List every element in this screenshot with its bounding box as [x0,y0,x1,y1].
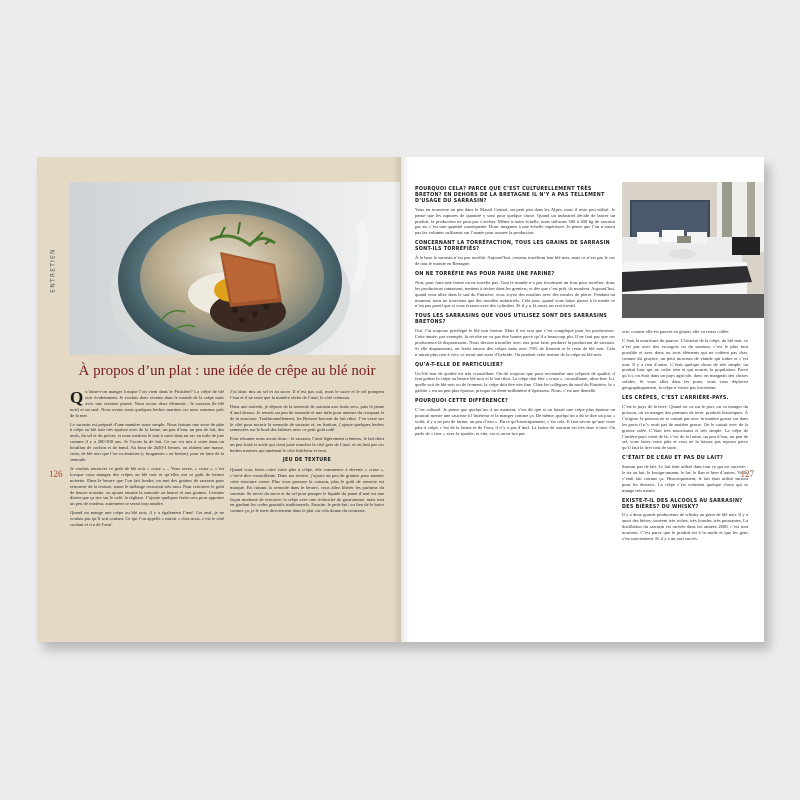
question-heading: ON NE TORRÉFIE PAS POUR FAIRE UNE FARINE? [415,271,555,277]
left-page [37,157,401,642]
question-heading: POURQUOI CETTE DIFFÉRENCE? [415,399,509,405]
paragraph: Dans une assiette, je dépose de la semoule de sarrasin aux fruits secs, puis le jaune d’œuf dessus. Je remets un peu de semoule et une tuile pour amener du croquant et de la structure. Traditionnellement, les Bretons boivent du lait ribot. J’en verse sur le côté pour nourrir la semoule de sarrasin et, en finition, j’ajoute quelques herbes ramassées sur le bord des falaises avec ce petit goût iodé. [230,403,384,433]
paragraph: Quand on mange une crêpe au blé noir, il y a également l’œuf. Cet œuf, je ne voulais pas qu’il soit coulant. Ce qui l’on appelle « miroir » chez nous, c’est le côté coulant et cru de l’œuf. [70,510,224,528]
right-column-1 [415,182,615,637]
hotel-bedroom-photo [622,182,764,318]
paragraph: Il y a deux grands producteurs de whisky au grain de blé noir. Il y a aussi des bières, souvent très riches, très lourdes, très puissantes. La distillation du sarrasin est arrivée dans les années 2000, c’est tout nouveau. C’est parce que le produit est à la mode et que les gens s’en souviennent. Et il y a un vrai succès. [622,512,748,542]
paragraph: Oui. J’ai toujours privilégié le blé noir breton. Mais il est vrai que c’est compliqué pour les producteurs. Cette année, par exemple, la récolte ne va pas être bonne parce qu’il a beaucoup plu. Il ne faut pas que ces producteurs-là disparaissent. Nous devons travailler avec eux pour faire perdurer la production de sarrasin. Si elle disparaissait, on ferait encore des crêpes mais avec 70% de froment et le reste de blé noir. Cela n’aurait plus rien à voir, ce serait une sorte d’hybride. On perdrait cette texture de la crêpe au blé noir. [415,328,615,357]
magazine-spread [37,157,764,642]
paragraph: Surtout pas de lait. Le lait était utilisé dans tout ce qui est sucrerie : le riz au lait, le kouign-amann, le far, le flan et bien d’autres. Voilà, c’était fait comme ça. Historiquement, le lait était utilisé surtout pour les desserts. La crêpe c’est vraiment quelque chose qui se mange très nature. [622,464,748,493]
running-head-left: ENTRETIEN [49,248,57,293]
paragraph: J’ai donc mis au sel et au sucre. Il n’est pas cuit, mais le sucre et le sel pompent l’eau et il ne reste que la matière sèche de l’œuf, le côté crémeux. [230,389,384,400]
question-heading: TOUS LES SARRASINS QUE VOUS UTILISEZ SONT DES SARRASINS BRETONS? [415,314,608,326]
paragraph: C’est le pays de la terre. Quand on va sur le port, on va manger du poisson, on va manger des pommes de terre, produits historiques. À l’origine, le poisson ne se cuisait pas avec la matière grasse car dans les ports il n’y avait pas de matière grasse. On le cuisait avec de la graisse salée. C’était très nourrissant et très simple. La crêpe de l’arrière-pays vient de là, c’est de la farine, un peu d’eau, un peu de sel, vous faites votre pâte et vous ne la laissez pas reposer parce qu’il faut la tirer tout de suite. [622,403,748,451]
page-number-right: 127 [740,469,754,479]
paragraph: Quand vous faites cuire votre pâte à crêpe, elle commence à devenir « cruse », c’est-à-dire croustillante. Dans ma recette, j’ajoute un peu de graines pour amener cette structure crune. Plus vous poussez la cuisson, plus le goût de noisette est marqué. En cuisant la semoule dans le beurre, vous allez libérer les parfums du sarrasin. Se servir du sucre et du sel pour pomper le liquide du jaune d’œuf est une façon moderne de retrouver la crêpe avec une technicité de gastronome, mais tout en gardant les codes gustatifs traditionnels. Ensuite, le petit-lait, ou lieu de le boire comme ça, je le mets directement dans le plat car cela donne du contraste. [230,466,384,514]
paragraph-text: u’aime-t-on manger lorsque l’on vient dans le Finistère? La crêpe de blé noir évidemment. Je voulais donc revenir dans le monde de la crêpe mais avec une certaine pureté. Nous avons deux éléments : le sarrasin (le blé noir) et un œuf. Nous avons aussi quelques herbes marines car nous sommes près de la mer. [70,389,224,418]
paragraph: Pour résumer nous avons donc : le sarrasin, l’œuf légèrement crémeux, le lait ribot un peu froid et acide qui vient juste trancher le côté gras de l’œuf, et on finit par ces herbes marines qui amènent le côté fraîcheur et vent. [230,436,384,454]
paragraph [70,389,224,419]
paragraph: vite, comme elle est pauvre en gluten, elle va rester collée. [622,329,730,334]
right-page [401,157,764,642]
question-heading: EXISTE-T-IL DES ALCOOLS AU SARRASIN? DES BIÈRES? DU WHISKY? [622,498,743,510]
article-title: À propos d’un plat : une idée de crêpe au blé noir [78,363,376,379]
paragraph: Un blé noir de qualité est très croustillant. On dit toujours que pour reconnaître une crêperie de qualité, il faut goûter la crêpe au beurre blé noir et le lait ribot. La crêpe doit être « cruse », croustillante, ultra-fine. Ici, quelle soit de blé noir ou de froment, la crêpe doit être très fine. Chez les collègues du nord du Finistère, la « galette » est un peu plus épaisse, presque un demi-millimètre d’épaisseur. Nous, c’est une dentelle. [415,370,615,394]
plated-dish-photo [70,182,400,355]
paragraph: Vous en trouverez un peu dans le Massif Central, un petit peu dans les Alpes, mais il reste peu utilisé. Je pense que les ruptures de quantité y sont pour quelque chose. Quand un industriel décide de lancer un produit, la production ne peut pas s’arrêter. Même à notre échelle, nous utilisons 300 à 400 kg de sarrasin par an, c’est une quantité conséquente. Donc imaginez à une échelle supérieure. Je pense que l’on n’aurait pas les volumes suffisants sur l’année pour assurer la production. [415,206,615,236]
question-heading: LES CRÊPES, C’EST L’ARRIÈRE-PAYS. [622,396,729,402]
page-number-left: 126 [49,469,63,479]
question-heading: C’ÉTAIT DE L’EAU ET PAS DU LAIT? [622,456,724,462]
paragraph: Le sarrasin est préparé d’une manière toute simple. Nous faisons une sorte de pâte à crêpe au blé noir très épaisse avec de la farine, un peu d’eau, un peu de lait, des œufs, du sel et du poivre, et nous mettons le tout à cuire dans un sac en toile de jute comme il y a 200-300 ans. Je l’avais lu de fait. Ce sac est mis à cuire dans un bouillon de cochon et de bœuf. Au bout de 2h30-3 heures, on obtient une masse, cuite, de blé noir que l’on va émietter (« bruganner » en breton), pour en faire de la semoule. [70,421,224,462]
right-column-2 [622,329,748,639]
paragraph: À la base le sarrasin n’est pas torréfié. Aujourd’hui, certains torréfient leur blé noir, mais ce n’est pas le cas de tout le monde en Bretagne. [415,255,615,266]
left-column-1 [70,389,224,639]
question-heading: POURQUOI CELA? PARCE QUE C’EST CULTURELLEMENT TRÈS BRETON? EN DEHORS DE LA BRETAGNE IL N’Y A PAS TELLEMENT D’USAGE DU SARRASIN? [415,187,605,204]
paragraph: C’est culturel. Je pense que quelqu’un, à un moment, s’est dit que si on faisait une crêpe plus épaisse on pourrait mettre une saucisse à l’intérieur et la manger comme ça. De même, quelqu’un a dû se dire un jour « voilà, il y a un peu de farine, un peu d’eau ». Parce qu’historiquement, c’est cela. Il faut savoir qu’une vraie pâte à crêpe, c’est de la farine et de l’eau, il n’y a pas d’œuf. La farine de sarrasin est très dure à tirer. On parle de « tirer » avec la spatule, et vite, car si on ne tire pas [415,407,615,436]
question-heading: CONCERNANT LA TORRÉFACTION, TOUS LES GRAINS DE SARRASIN SONT-ILS TORRÉFIÉS? [415,241,610,253]
section-heading: JEU DE TEXTURE [282,458,332,464]
dropcap: Q [70,389,84,407]
paragraph: Non, pour faire une farine on ne torréfie pas. Tout le monde n’a pas forcément un four pour torréfier, donc les producteurs ramassent, mettent à sécher dans les greniers, et dès que c’est prêt, ils moulent. Aujourd’hui, quand vous allez dans le sud du Finistère, vous voyez des moulins avec des meules de pierre. Pendant un moment, nous ne trouvions que des moulins industriels. Cela joue, quand vous faites passer à la meule ce n’est pas pareil que si vous écrasez avec des cylindres. Et il y a, là aussi, un vrai travail. [415,279,615,309]
left-column-2 [230,389,384,639]
question-heading: QU’A-T-ELLE DE PARTICULIER? [415,362,504,368]
paragraph: C’était la nourriture du pauvre. L’histoire de la crêpe, du blé noir, ce n’est pas avec des escargots ou du saumon, c’est le plus brut possible et avec deux ou trois éléments qui ne coûtent pas cher, comme du gruyère, un petit morceau de viande qui traîne et c’est tout. Il y a rien d’autre. C’était quelque chose de très simple, un produit brut qui ne coûte rien et qui nourrit la population. Parce qu’ici, on était dans un pays agricole, donc on mangeait des choses solides. Si vous allez dans les ports, vous vous déplacez géographiquement, la crêpe n’existe pas forcément. [622,337,748,391]
gutter-shadow [393,157,409,642]
paragraph: Je voulais retrouver ce goût de blé noir « cruse »… Vous savez, « cruse », c’est lorsque vous mangez des crêpes au blé noir et qu’elles ont ce goût de beurre noisette. Dans le beurre que l’on fait fondre, on met des graines de sarrasin pour retrouver de la texture, sinon le mélange ressortait très mou. Pour retrouver le goût de beurre noisette, on ajoute ensuite la semoule au beurre et aux graines. Certains disent que ça tire sur le café, la réglisse. J’ajoute quelques fruits secs pour apporter un peu de rondeur, autrement ce serait trop austère. [70,465,224,507]
